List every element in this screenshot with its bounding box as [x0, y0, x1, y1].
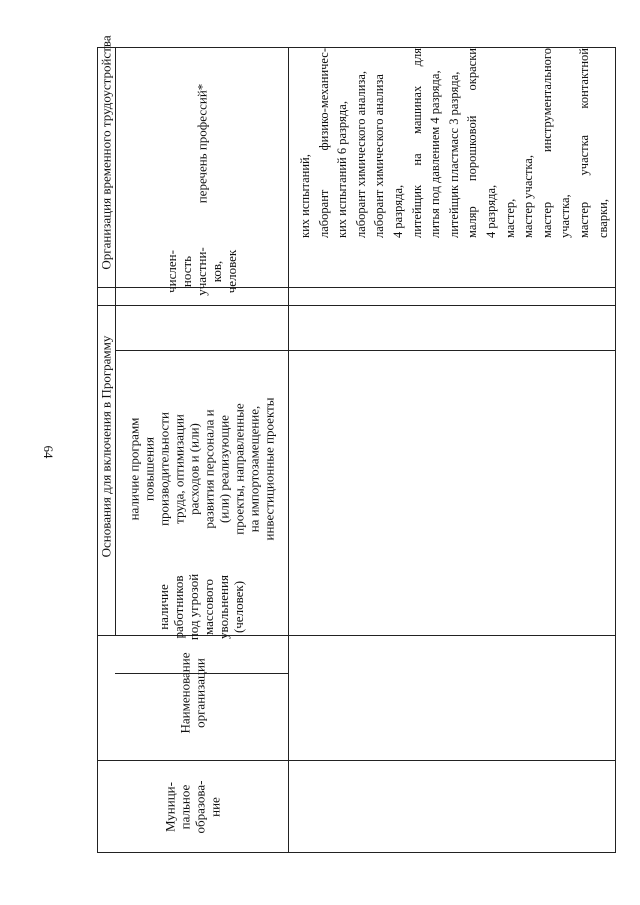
profession-word: ких испытаний,	[298, 154, 312, 238]
profession-line	[333, 48, 352, 238]
profession-line	[408, 48, 427, 238]
professions-list	[296, 48, 614, 238]
header-programs: наличие программ повышения производительности труда, оптимизации расходов и (или) развития персонала и (или) реализующие проекты, направленные на импортозамещение, инвестиционные проекты	[126, 397, 277, 541]
profession-line	[538, 48, 557, 238]
group-header-basis: Основания для включения в Программу	[98, 335, 114, 558]
profession-line	[556, 48, 575, 238]
header-professions: перечень профессий*	[193, 83, 209, 204]
header-participants: числен- ность участни- ков, человек	[163, 247, 239, 296]
profession-word: литейщик пластмасс 3 разряда,	[446, 71, 461, 238]
profession-word: литья под давлением 4 разряда,	[428, 70, 443, 238]
profession-word: лаборант химического анализа,	[353, 70, 368, 238]
profession-line	[463, 48, 482, 238]
group-header-basis-cell	[97, 305, 115, 588]
profession-word: ких испытаний 6 разряда,	[335, 101, 350, 238]
profession-word: мастер	[576, 201, 591, 238]
profession-line	[482, 48, 501, 238]
profession-line	[370, 48, 389, 238]
profession-word: инструментального	[539, 48, 554, 153]
header-organization: Наименование организации	[177, 652, 208, 734]
profession-word: участка	[576, 134, 591, 176]
profession-word: контактной	[576, 48, 591, 109]
profession-word: мастер,	[502, 198, 517, 238]
profession-word: лаборант химического анализа	[372, 74, 387, 238]
header-participants-cell	[115, 240, 288, 303]
profession-word: 4 разряда,	[390, 184, 405, 238]
header-organization-cell	[97, 626, 288, 760]
page-number: 64	[41, 445, 56, 459]
header-programs-cell	[115, 350, 288, 588]
profession-word: мастер участка,	[521, 155, 536, 238]
profession-word: сварки,	[595, 199, 610, 238]
section-line	[97, 305, 616, 306]
profession-word: порошковой	[465, 115, 480, 182]
header-separator	[288, 47, 289, 853]
profession-line	[296, 48, 315, 238]
header-municipality: Муници- пальное образова- ние	[162, 779, 223, 834]
profession-line	[594, 48, 613, 238]
profession-line	[426, 48, 445, 238]
profession-word: мастер	[539, 201, 554, 238]
profession-word: машинах	[409, 85, 424, 134]
profession-word: литейщик	[409, 184, 424, 238]
profession-line	[315, 48, 334, 238]
profession-word: на	[409, 153, 424, 166]
profession-word: участка,	[558, 194, 573, 238]
profession-word: 4 разряда,	[483, 184, 498, 238]
header-workers-threat: наличие работников под угрозой массового увольнения (человек)	[156, 573, 247, 641]
profession-word: для	[409, 48, 424, 67]
profession-word: окраски	[465, 48, 480, 91]
profession-line	[575, 48, 594, 238]
group-header-employment-cell	[97, 35, 115, 270]
profession-line	[352, 48, 371, 238]
profession-line	[501, 48, 520, 238]
header-professions-cell	[115, 47, 288, 240]
profession-line	[519, 48, 538, 238]
profession-word: физико-механичес-	[316, 48, 331, 151]
profession-word: маляр	[465, 206, 480, 238]
group-header-employment: Организация временного трудоустройства	[98, 35, 114, 270]
profession-line	[445, 48, 464, 238]
header-municipality-cell	[97, 760, 288, 853]
profession-word: лаборант	[316, 189, 331, 238]
profession-line	[389, 48, 408, 238]
header-workers-cell	[115, 573, 288, 641]
